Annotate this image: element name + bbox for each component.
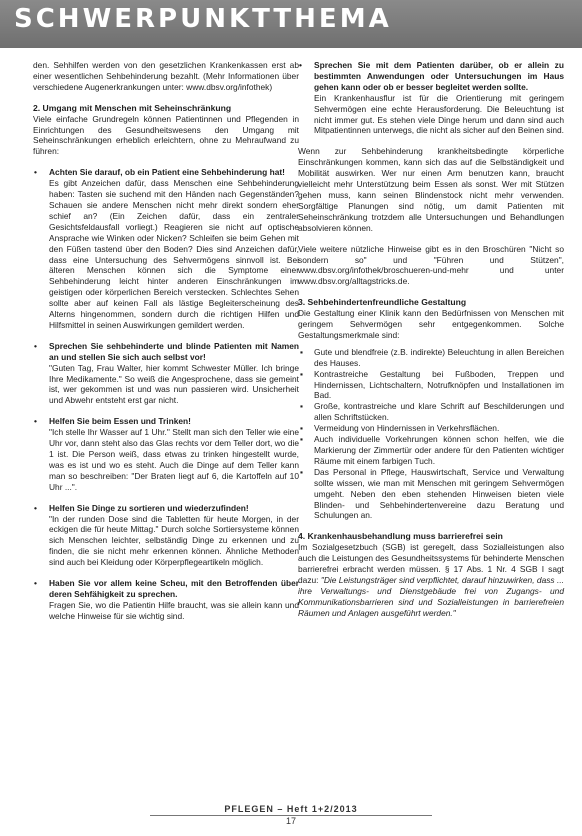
bullet-title: Sprechen Sie sehbehinderte und blinde Patienten mit Namen an und stellen Sie sich auch selbst vor! [49, 340, 299, 362]
bullet-text: Ein Krankenhausflur ist für die Orientierung mit geringem Sehvermögen eine echte Herausforderung. Die Beleuchtung ist nicht immer gut. Es stehen viele Dinge herum und dann sind auch Mitpatientinnen unterwegs, die nicht als sicher auf den Beinen sind. [314, 92, 565, 136]
square-bullet-icon: ▪ [300, 434, 303, 445]
magazine-issue: PFLEGEN – Heft 1+2/2013 [224, 804, 358, 814]
bullet-icon: • [34, 578, 37, 589]
list-item: ▪ Gute und blendfreie (z.B. indirekte) Beleuchtung in allen Bereichen des Hauses. [300, 346, 564, 368]
section-4-text: Im Sozialgesetzbuch (SGB) ist geregelt, dass Sozialleistungen also auch die Leistungen des Gesundheitssystems für behinderte Menschen barrierefrei erbracht werden müssen. § 17 Abs. 1 Nr. 4 SGB I sagt dazu: "Die Leistungsträger sind verpflichtet, darauf hinzuwirken, dass ... ihre Verwaltungs- und Dienstgebäude frei von Zugangs- und Kommunikationsbarrieren sind und Sozialleistungen in barrierefreien Räumen und Anlagen ausgeführt werden." [298, 542, 564, 618]
list-item: ▪ Große, kontrastreiche und klare Schrift auf Beschilderungen und allen Schriftstücken. [300, 401, 564, 423]
section-3-text: Die Gestaltung einer Klinik kann den Bedürfnissen von Menschen mit geringem Sehvermögen sehr entgegenkommen. Solche Gestaltungsmerkmale sind: [298, 308, 564, 340]
square-bullet-icon: ▪ [300, 346, 303, 357]
right-column [298, 60, 564, 619]
design-feature-list [298, 347, 564, 522]
bullet-text: "In der runden Dose sind die Tabletten für heute Morgen, in der eckigen die für heute Mittag." Durch solche Sortiersysteme können sich Menschen leichter, selbständig Dinge zu erkennen und zu finden, die sie nicht mehr erkennen können. Ähnliche Methoden sind auch bei Kleidung oder Körperpflegeartikeln möglich. [49, 513, 299, 568]
legal-quote: "Die Leistungsträger sind verpflichtet, darauf hinzuwirken, dass ... ihre Verwaltungs- und Dienstgebäude frei von Zugangs- und Kommunikationsbarrieren sind und Sozialleistungen in barrierefreien Räumen und Anlagen ausgeführt werden." [298, 574, 564, 618]
bullet-title: Helfen Sie Dinge zu sortieren und wiederzufinden! [49, 502, 249, 513]
section-2-text: Viele einfache Grundregeln können Patientinnen und Pflegenden in Einrichtungen des Gesundheitswesens den Umgang mit Seheinschränkungen erheblich erleichtern, ohne zu Mehraufwand zu führen: [33, 113, 299, 157]
page-number: 17 [285, 816, 296, 826]
page-footer [0, 804, 582, 826]
bullet-item [33, 416, 299, 492]
bullet-icon: • [34, 416, 37, 427]
list-item: ▪ Auch individuelle Vorkehrungen können schon helfen, wie die Markierung der Zimmertür oder andere für den Patienten wichtiger Räume mit einem farbigen Tuch. [300, 434, 564, 466]
bullet-item [33, 578, 299, 622]
square-bullet-icon: ▪ [300, 401, 303, 412]
section-3-heading: 3. Sehbehindertenfreundliche Gestaltung [298, 297, 467, 308]
bullet-icon: • [34, 502, 37, 513]
bullet-icon: • [34, 340, 37, 351]
bullet-title: Helfen Sie beim Essen und Trinken! [49, 416, 191, 427]
bullet-title: Sprechen Sie mit dem Patienten darüber, ob er allein zu bestimmten Anwendungen oder Untersuchungen im Haus gehen kann oder ob er besser begleitet werden sollte. [314, 60, 564, 92]
bullet-text: Es gibt Anzeichen dafür, dass Menschen eine Sehbehinderung haben: Tasten sie suchend mit den Händen nach Gegenständen? Schauen sie andere Menschen nicht mehr direkt sondern eher schief an? (Ein Zeichen dafür, dass ein zentraler Gesichtsfeldausfall vorliegt.) Reagieren sie nicht auf optische Ansprache wie Winken oder Nicken? Schleifen sie beim Gehen mit den Füßen tastend über den Boden? Dies sind Anzeichen dafür, dass eine Untersuchung des Sehvermögens sinnvoll ist. Bei älteren Menschen können sich die Symptome einer Sehbehinderung leicht hinter anderen Einschränkungen im geistigen oder körperlichen Bereich verstecken. Schlechtes Sehen sollte aber auf keinen Fall als lästige Begleiterscheinung des Alterns hingenommen, sondern durch die richtigen Hilfen und Hilfsmittel in seinen Auswirkungen gemildert werden. [49, 178, 299, 330]
square-bullet-icon: ▪ [300, 423, 303, 434]
bullet-item [298, 60, 564, 136]
bullet-icon: • [34, 167, 37, 178]
bullet-item [33, 503, 299, 568]
body-paragraph: Viele weitere nützliche Hinweise gibt es in den Broschüren "Nicht so sondern so" und "Führen und Stützen", www.dbsv.org/infothek/broschueren-und-mehr und unter www.dbsv.org/alltagstricks.de. [298, 243, 564, 287]
section-banner [0, 0, 582, 48]
list-item: ▪ Kontrastreiche Gestaltung bei Fußboden, Treppen und Hindernissen, Lichtschaltern, Notrufknöpfen und Installationen im Bad. [300, 368, 564, 401]
square-bullet-icon: ▪ [300, 466, 303, 477]
body-paragraph: Wenn zur Sehbehinderung krankheitsbedingte körperliche Einschränkungen kommen, kann sich das auf die Selbständigkeit und Mobilität auswirken. Wer nur einen Arm benutzen kann, braucht vielleicht mehr Unterstützung beim Essen als sonst. Wer mit Stützen gehen muss, kann seinen Blindenstock nicht mehr verwenden. Sorgfältige Planungen sind nötig, um damit Patienten mit Seheinschränkung trotzdem alle Untersuchungen und Behandlungen absolvieren können. [298, 146, 564, 233]
bullet-text: "Ich stelle Ihr Wasser auf 1 Uhr." Stellt man sich den Teller wie eine Uhr vor, dann steht also das Glas rechts vor dem Teller dort, wo die 1 ist. Die Person weiß, dass etwas zu trinken hingestellt wurde, was es ist und wo es steht. Auch die Dinge auf dem Teller kann man so beschreiben: "Der Braten liegt auf 6, die Kartoffeln auf 10 Uhr ...". [49, 427, 299, 492]
bullet-text: Fragen Sie, wo die Patientin Hilfe braucht, was sie allein kann und welche Hinweise für sie wichtig sind. [49, 599, 299, 621]
intro-paragraph: den. Sehhilfen werden von den gesetzlichen Krankenkassen erst ab einer wesentlichen Sehbehinderung bezahlt. (Mehr Informationen über verschiedene Augenerkrankungen unter: www.dbsv.org/infothek) [33, 60, 299, 92]
section-4-heading: 4. Krankenhausbehandlung muss barrierefrei sein [298, 531, 503, 542]
bullet-title: Haben Sie vor allem keine Scheu, mit den Betroffenden über deren Sehfähigkeit zu sprechen. [49, 578, 299, 599]
section-2-heading: 2. Umgang mit Menschen mit Seheinschränkung [33, 102, 232, 113]
bullet-item [33, 167, 299, 331]
square-bullet-icon: ▪ [300, 368, 303, 379]
bullet-text: "Guten Tag, Frau Walter, hier kommt Schwester Müller. Ich bringe Ihre Medikamente." So weiß die Angesprochene, dass sie gemeint ist, wer gekommen ist und was nun passieren wird. Unsicherheit und Abwehr entsteht erst gar nicht. [49, 362, 299, 406]
list-item: ▪ Vermeidung von Hindernissen in Verkehrsflächen. [300, 423, 500, 434]
bullet-title: Achten Sie darauf, ob ein Patient eine Sehbehinderung hat! [49, 167, 285, 178]
bullet-icon: • [299, 60, 302, 70]
list-item: ▪ Das Personal in Pflege, Hauswirtschaft, Service und Verwaltung sollte wissen, wie man mit Menschen mit geringem Sehvermögen umgeht. Neben den eben stehenden Hinweisen bieten viele Blinden- und Sehbehindertenvereine dazu Beratung und Schulungen an. [300, 466, 564, 521]
banner-title: SCHWERPUNKTTHEMA [14, 4, 392, 34]
left-column [33, 60, 299, 622]
bullet-item [33, 341, 299, 406]
